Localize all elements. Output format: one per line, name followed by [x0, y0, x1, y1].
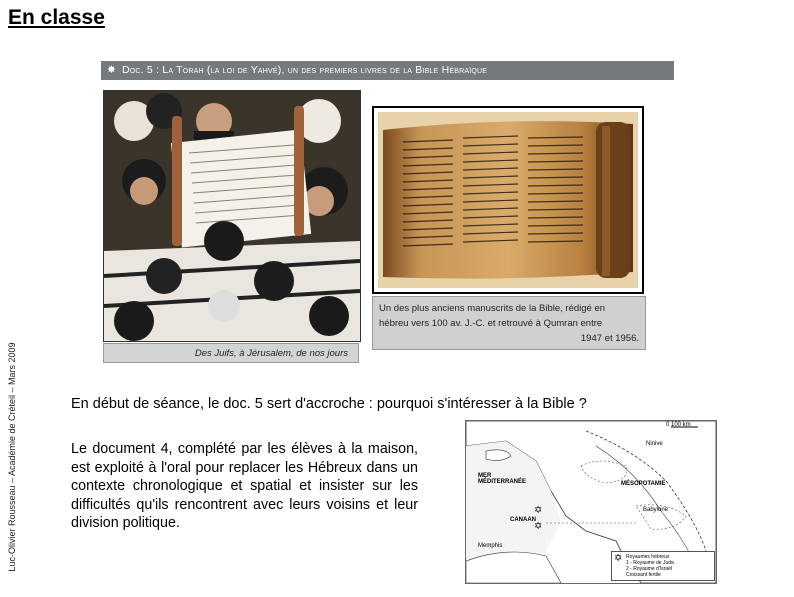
jerusalem-photo [103, 90, 361, 342]
star-of-david-icon: ✡ [534, 505, 543, 516]
map-canaan-label: CANAAN [510, 517, 536, 523]
legend-item-fertile: Croissant fertile [626, 572, 661, 578]
map-scale: 0 100 km [666, 422, 691, 428]
map-sea-label: MER MÉDITERRANÉE [478, 473, 527, 485]
map-legend [611, 551, 715, 581]
hook-question: En début de séance, le doc. 5 sert d'accroche : pourquoi s'intéresser à la Bible ? [71, 396, 587, 412]
photo-caption: Des Juifs, à Jérusalem, de nos jours [103, 343, 359, 363]
document-header [101, 61, 674, 80]
star-icon: ✸ [107, 64, 116, 76]
map-city-memphis: Memphis [478, 543, 503, 549]
map-city-babylone: Babylone [643, 507, 669, 513]
scroll-caption-line2: hébreu vers 100 av. J.-C. et retrouvé à Qumran entre [379, 318, 603, 329]
map-mesopotamia-label: MÉSOPOTAMIE [621, 481, 666, 487]
legend-item-juda: 1 - Royaume de Juda [626, 560, 674, 566]
page-title: En classe [8, 6, 105, 29]
hebrews-map [465, 420, 717, 584]
lesson-paragraph: Le document 4, complété par les élèves à la maison, est exploité à l'oral pour replacer les Hébreux dans un contexte chronologique et spatial et insister sur les difficultés qu'ils rencontrent avec leurs voisins et leur division politique. [71, 441, 418, 531]
document-header-text: Doc. 5 : La Torah (la loi de Yahvé), un des premiers livres de la Bible Hébraïque [122, 64, 488, 76]
star-of-david-icon: ✡ [614, 553, 623, 564]
legend-item-israel: 2 - Royaume d'Israël [626, 566, 672, 572]
dead-sea-scroll-photo [378, 112, 638, 288]
star-of-david-icon: ✡ [534, 521, 543, 532]
author-credit: Luc-Olivier Rousseau – Académie de Créteil – Mars 2009 [7, 342, 17, 572]
legend-title: Royaumes hébreux [626, 554, 670, 560]
scroll-photo-frame [372, 106, 644, 294]
scroll-caption-line1: Un des plus anciens manuscrits de la Bible, rédigé en [379, 303, 606, 314]
scroll-caption [372, 296, 646, 350]
map-city-ninive: Ninive [646, 441, 663, 447]
scroll-caption-line3: 1947 et 1956. [580, 333, 639, 344]
